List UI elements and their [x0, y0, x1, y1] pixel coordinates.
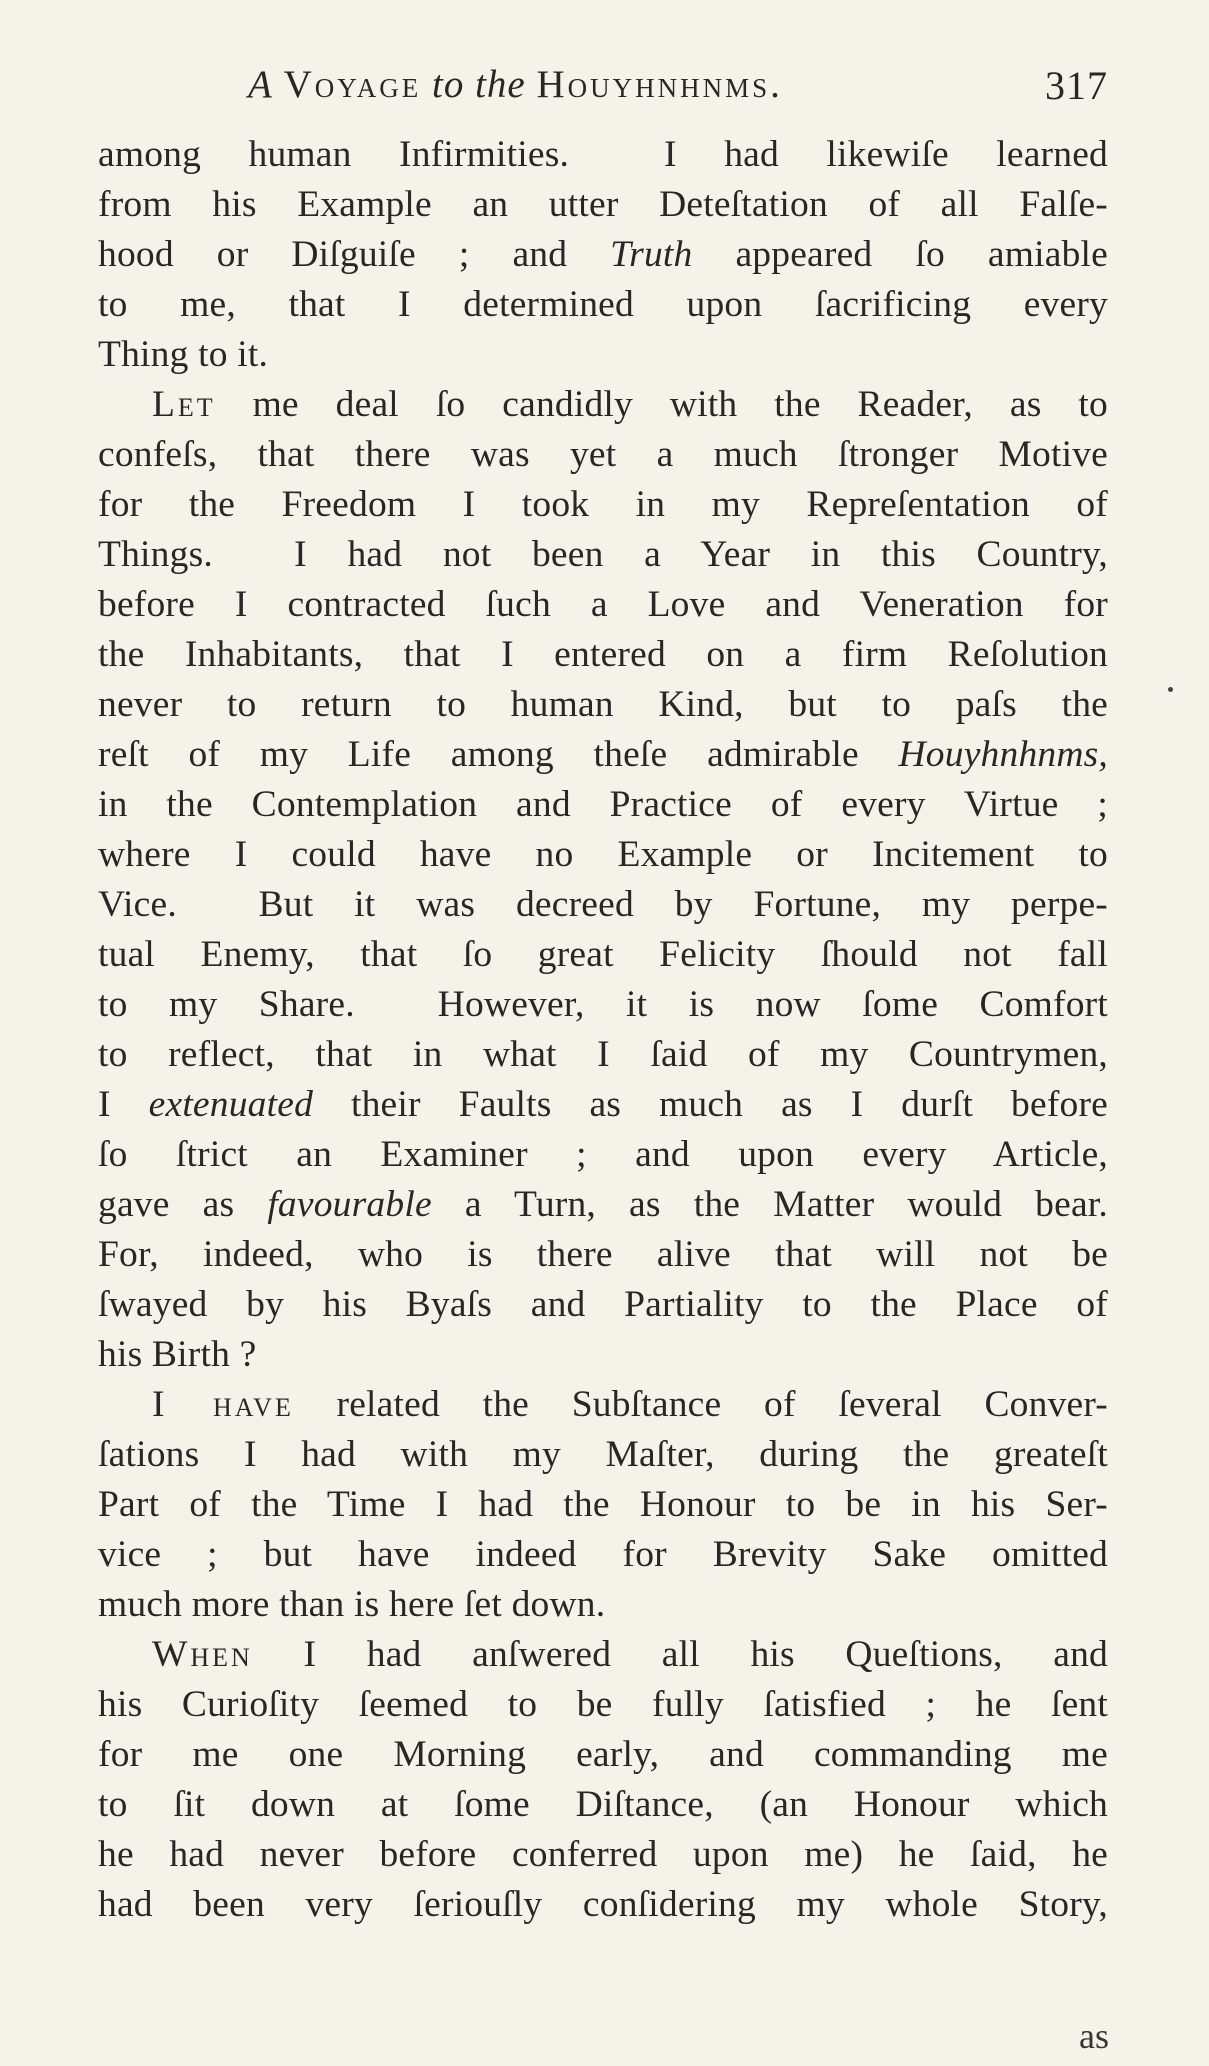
text-line [98, 1130, 1108, 1180]
page-number: 317 [1045, 63, 1108, 108]
text-line [98, 1280, 1108, 1330]
text-line [98, 930, 1108, 980]
text-line [98, 780, 1108, 830]
text-run: he had never before conferred upon me) he ſaid, he [98, 1834, 1108, 1875]
text-line [98, 830, 1108, 880]
text-run: gave as [98, 1184, 268, 1225]
text-run: in the Contemplation and Practice of every Virtue ; [98, 784, 1108, 825]
text-run: I [98, 1084, 149, 1125]
header-article: A [248, 63, 273, 106]
text-run: where I could have no Example or Incitement to [98, 834, 1108, 875]
paper-speck [1168, 687, 1173, 692]
text-line [98, 880, 1108, 930]
text-run: For, indeed, who is there alive that will not be [98, 1234, 1108, 1275]
text-line [98, 180, 1108, 230]
text-line [98, 230, 1108, 280]
text-run: had been very ſeriouſly conſidering my whole Story, [98, 1884, 1108, 1925]
running-header [248, 62, 1108, 122]
text-run: for me one Morning early, and commanding me [98, 1734, 1108, 1775]
text-run: ſwayed by his Byaſs and Partiality to the Place of [98, 1284, 1108, 1325]
text-line [98, 1530, 1108, 1580]
italic-text: favourable [267, 1184, 432, 1225]
catchword: as [1079, 2016, 1109, 2056]
text-line [98, 1480, 1108, 1530]
text-run: related the Subſtance of ſeveral Conver- [293, 1384, 1108, 1425]
text-line [98, 1230, 1108, 1280]
text-line [98, 1830, 1108, 1880]
text-run: ſations I had with my Maſter, during the greateſt [98, 1434, 1108, 1475]
text-line [98, 1430, 1108, 1480]
text-line [98, 530, 1108, 580]
text-run: never to return to human Kind, but to paſs the [98, 684, 1108, 725]
text-line [98, 730, 1108, 780]
text-run: confeſs, that there was yet a much ſtronger Motive [98, 434, 1108, 475]
text-line [98, 680, 1108, 730]
text-line [98, 1030, 1108, 1080]
small-caps-text: When [152, 1634, 253, 1675]
text-run: vice ; but have indeed for Brevity Sake omitted [98, 1534, 1108, 1575]
text-line [98, 380, 1108, 430]
text-line [98, 580, 1108, 630]
text-line [98, 1730, 1108, 1780]
text-run: a Turn, as the Matter would bear. [431, 1184, 1108, 1225]
text-run: me deal ſo candidly with the Reader, as to [215, 384, 1108, 425]
text-line [98, 1080, 1108, 1130]
italic-text: Houyhnhnms, [898, 734, 1108, 775]
text-line [98, 1380, 1108, 1430]
body-text [98, 130, 1108, 1930]
small-caps-text: I have [152, 1384, 294, 1425]
text-run: the Inhabitants, that I entered on a firm Reſolution [98, 634, 1108, 675]
text-run: tual Enemy, that ſo great Felicity ſhould not fall [98, 934, 1108, 975]
text-run: his Birth ? [98, 1334, 257, 1375]
text-run: among human Infirmities. I had likewiſe learned [98, 134, 1108, 175]
header-houyhnhnms: Houyhnhnms. [536, 63, 783, 106]
text-run: Vice. But it was decreed by Fortune, my perpe- [98, 884, 1108, 925]
text-run: much more than is here ſet down. [98, 1584, 606, 1625]
text-run: reſt of my Life among theſe admirable [98, 734, 899, 775]
text-run: their Faults as much as I durſt before [313, 1084, 1108, 1125]
text-line [98, 1580, 1108, 1630]
italic-text: Truth [610, 234, 693, 275]
text-line [98, 980, 1108, 1030]
text-run: to me, that I determined upon ſacrificing every [98, 284, 1108, 325]
text-run: his Curioſity ſeemed to be fully ſatisfied ; he ſent [98, 1684, 1108, 1725]
text-run: hood or Diſguiſe ; and [98, 234, 611, 275]
text-run: from his Example an utter Deteſtation of all Falſe- [98, 184, 1108, 225]
text-line [98, 1330, 1108, 1380]
text-run: to reflect, that in what I ſaid of my Countrymen, [98, 1034, 1108, 1075]
text-line [98, 430, 1108, 480]
text-run: I had anſwered all his Queſtions, and [252, 1634, 1108, 1675]
text-line [98, 1680, 1108, 1730]
text-run: ſo ſtrict an Examiner ; and upon every Article, [98, 1134, 1108, 1175]
text-line [98, 280, 1108, 330]
text-run: to ſit down at ſome Diſtance, (an Honour which [98, 1784, 1108, 1825]
text-line [98, 1880, 1108, 1930]
text-run: Thing to it. [98, 334, 269, 375]
text-run: appeared ſo amiable [692, 234, 1108, 275]
text-line [98, 330, 1108, 380]
small-caps-text: Let [152, 384, 216, 425]
italic-text: extenuated [148, 1084, 314, 1125]
text-line [98, 1180, 1108, 1230]
text-line [98, 1630, 1108, 1680]
text-run: Things. I had not been a Year in this Country, [98, 534, 1108, 575]
header-voyage: Voyage [283, 63, 422, 106]
text-run: before I contracted ſuch a Love and Veneration for [98, 584, 1108, 625]
text-line [98, 630, 1108, 680]
header-to-the: to the [432, 63, 526, 106]
text-run: for the Freedom I took in my Repreſentation of [98, 484, 1108, 525]
text-run: Part of the Time I had the Honour to be in his Ser- [98, 1484, 1108, 1525]
text-line [98, 130, 1108, 180]
text-line [98, 480, 1108, 530]
text-run: to my Share. However, it is now ſome Comfort [98, 984, 1108, 1025]
text-line [98, 1780, 1108, 1830]
